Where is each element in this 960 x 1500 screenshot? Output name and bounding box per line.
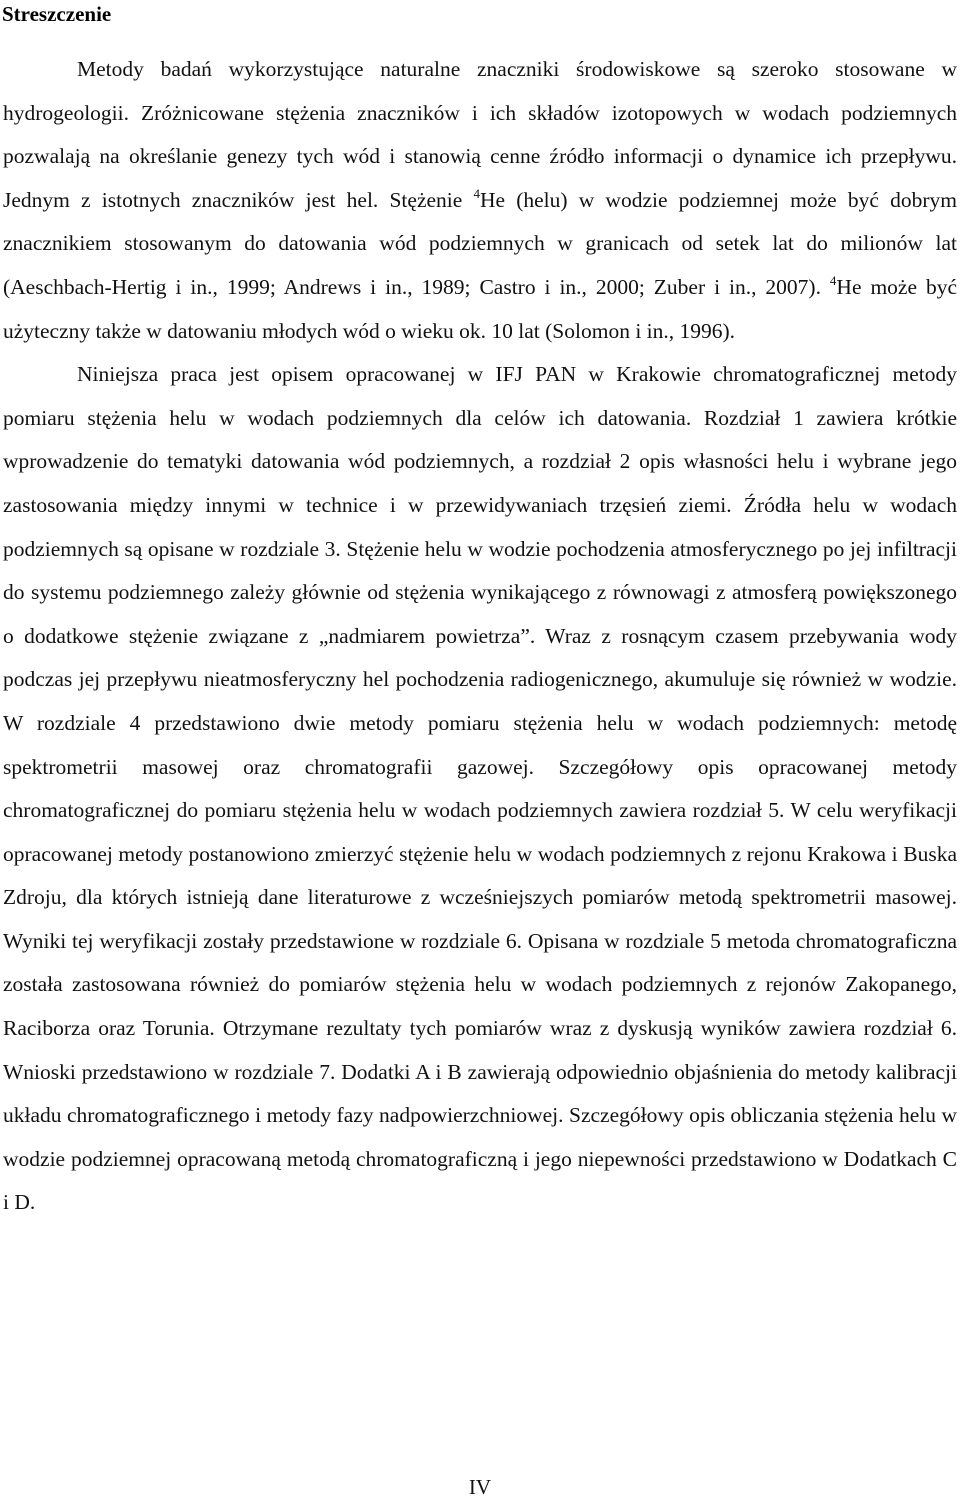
isotope-superscript: 4 [473, 185, 480, 201]
page-number: IV [468, 1475, 492, 1499]
paragraph-introduction [3, 48, 957, 353]
isotope-superscript: 4 [829, 272, 837, 288]
paragraph-overview: Niniejsza praca jest opisem opracowanej w IFJ PAN w Krakowie chromatograficznej metody pomiaru stężenia helu w wodach podziemnych dla celów ich datowania. Rozdział 1 zawiera krótkie wprowadzenie do tematyki datowania wód podziemnych, a rozdział 2 opis własności helu i wybrane jego zastosowania między innymi w technice i w przewidywaniach trzęsień ziemi. Źródła helu w wodach podziemnych są opisane w rozdziale 3. Stężenie helu w wodzie pochodzenia atmosferycznego po jej infiltracji do systemu podziemnego zależy głównie od stężenia wynikającego z równowagi z atmosferą powiększonego o dodatkowe stężenie związane z „nadmiarem powietrza”. Wraz z rosnącym czasem przebywania wody podczas jej przepływu nieatmosferyczny hel pochodzenia radiogenicznego, akumuluje się również w wodzie. W rozdziale 4 przedstawiono dwie metody pomiaru stężenia helu w wodach podziemnych: metodę spektrometrii masowej oraz chromatografii gazowej. Szczegółowy opis opracowanej metody chromatograficznej do pomiaru stężenia helu w wodach podziemnych zawiera rozdział 5. W celu weryfikacji opracowanej metody postanowiono zmierzyć stężenie helu w wodach podziemnych z rejonu Krakowa i Buska Zdroju, dla których istnieją dane literaturowe z wcześniejszych pomiarów metodą spektrometrii masowej. Wyniki tej weryfikacji zostały przedstawione w rozdziale 6. Opisana w rozdziale 5 metoda chromatograficzna została zastosowana również do pomiarów stężenia helu w wodach podziemnych z rejonów Zakopanego, Raciborza oraz Torunia. Otrzymane rezultaty tych pomiarów wraz z dyskusją wyników zawiera rozdział 6. Wnioski przedstawiono w rozdziale 7. Dodatki A i B zawierają odpowiednio objaśnienia do metody kalibracji układu chromatograficznego i metody fazy nadpowierzchniowej. Szczegółowy opis obliczania stężenia helu w wodzie podziemnej opracowaną metodą chromatograficzną i jego niepewności przedstawiono w Dodatkach C i D. [3, 362, 957, 1215]
abstract-body [3, 48, 957, 1225]
section-heading: Streszczenie [2, 2, 112, 26]
paragraph-introduction-text-a: Metody badań wykorzystujące naturalne znaczniki środowiskowe są szeroko stosowane w hydrogeologii. Zróżnicowane stężenia znaczników i ich składów izotopowych w wodach podziemnych pozwalają na określanie genezy tych wód i stanowią cenne źródło informacji o dynamice ich przepływu. Jednym z istotnych znaczników jest hel. Stężenie [3, 57, 957, 212]
paragraph-introduction-text-b: He (helu) w wodzie podziemnej może być dobrym znacznikiem stosowanym do datowania wód podziemnych w granicach od setek lat do milionów lat (Aeschbach-Hertig i in., 1999; Andrews i in., 1989; Castro i in., 2000; Zuber i in., 2007). [3, 187, 957, 299]
paragraph-introduction-text-c: He może być użyteczny także w datowaniu młodych wód o wieku ok. 10 lat (Solomon i in., 1996). [3, 274, 957, 343]
